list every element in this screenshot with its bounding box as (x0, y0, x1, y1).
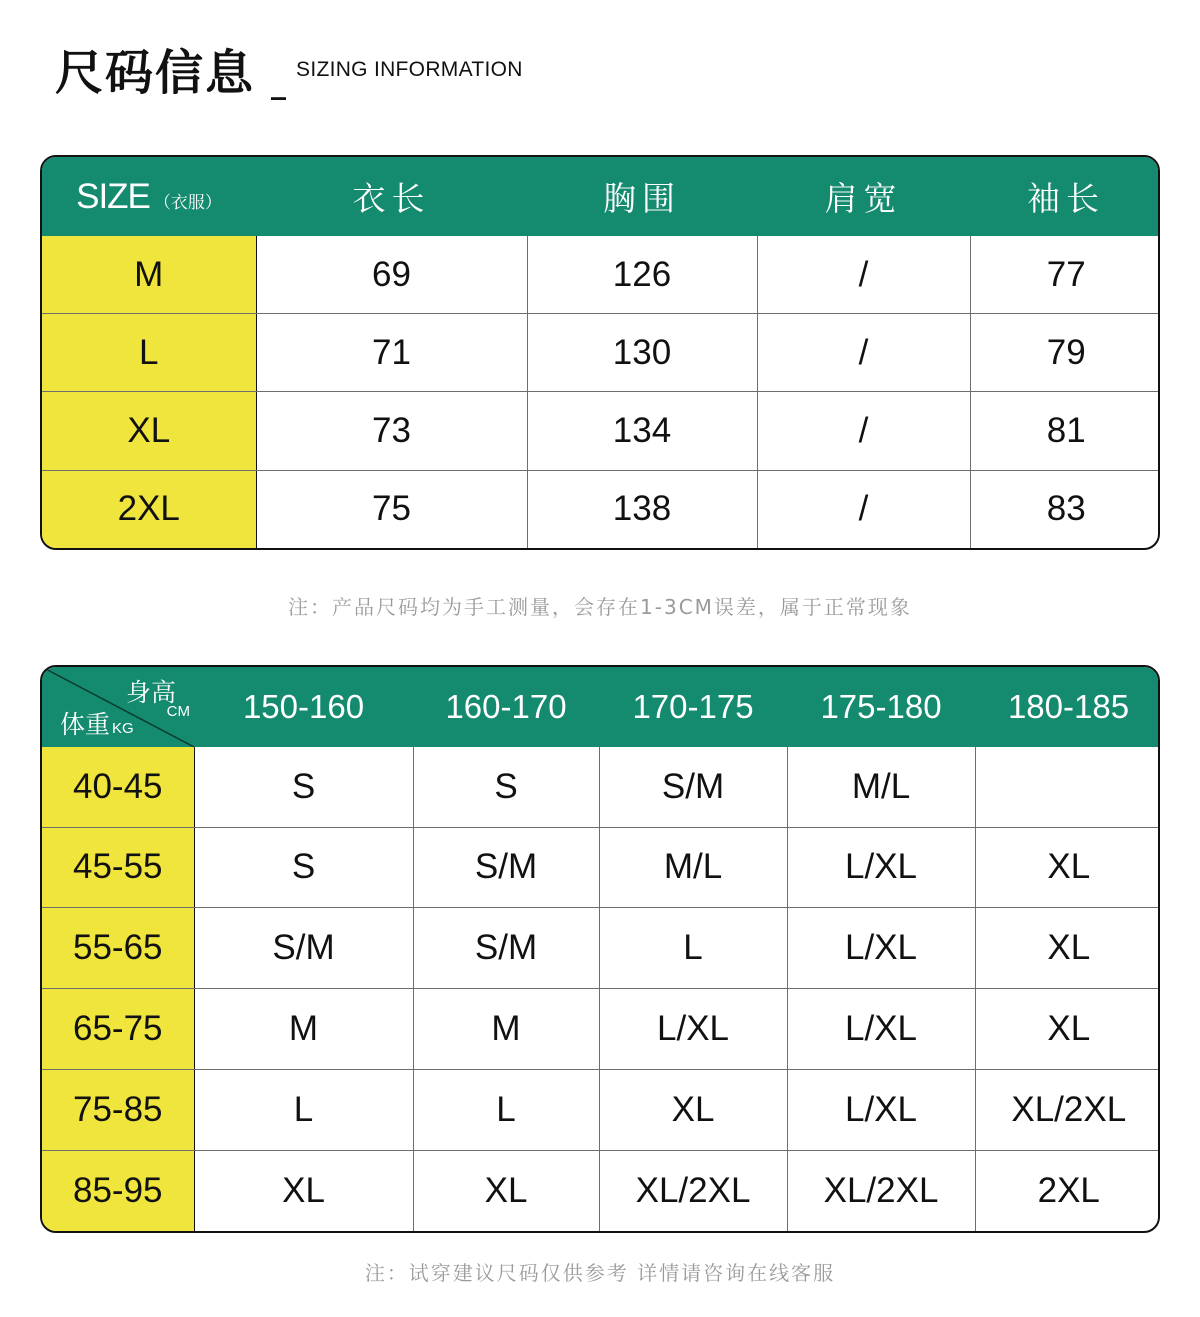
size-cell: L (42, 314, 256, 392)
garment-size-table (40, 155, 1160, 550)
table-row (42, 908, 1160, 989)
size-cell: XL (975, 827, 1160, 908)
value-cell: 69 (256, 236, 527, 314)
size-cell: S/M (194, 908, 413, 989)
size-cell: 2XL (1037, 1171, 1100, 1211)
size-cell: L (413, 1070, 599, 1151)
value-cell: 134 (527, 392, 757, 470)
size-cell: M (413, 989, 599, 1070)
value-cell: 79 (970, 314, 1160, 392)
height-label: 身高 (125, 678, 176, 707)
corner-header (42, 667, 194, 747)
size-cell: XL (194, 1151, 413, 1231)
size-cell: XL (599, 1070, 787, 1151)
size-cell: XL (975, 989, 1160, 1070)
size-cell (975, 747, 1160, 827)
size-header-sub: （衣服） (153, 192, 222, 213)
value-cell: 73 (256, 392, 527, 470)
size-cell: S/M (599, 747, 787, 827)
size-column-header (42, 157, 256, 236)
size-cell: S/M (413, 908, 599, 989)
value-cell: / (757, 392, 970, 470)
column-header-shoulder: 肩宽 (757, 157, 970, 236)
height-header: 170-175 (599, 667, 787, 747)
size-cell: XL/2XL (599, 1151, 787, 1231)
measurement-note: 注：产品尺码均为手工测量，会存在1-3CM误差，属于正常现象 (288, 595, 912, 619)
value-cell: 75 (256, 470, 527, 548)
height-header-row (42, 667, 1160, 747)
value-cell: / (757, 470, 970, 548)
column-header-chest: 胸围 (527, 157, 757, 236)
size-cell: XL (975, 908, 1160, 989)
page-title (55, 33, 523, 103)
value-cell: 126 (527, 236, 757, 314)
size-cell: S (413, 747, 599, 827)
weight-label (60, 705, 134, 741)
title-chinese: 尺码信息 (55, 45, 256, 101)
size-cell: L (194, 1070, 413, 1151)
height-unit: CM (166, 703, 190, 720)
size-cell: S/M (413, 827, 599, 908)
weight-cell: 40-45 (42, 747, 194, 827)
value-cell: / (757, 314, 970, 392)
weight-unit: KG (112, 720, 134, 737)
size-cell: L/XL (787, 989, 975, 1070)
size-cell: XL (413, 1151, 599, 1231)
size-cell: L/XL (599, 989, 787, 1070)
height-header: 175-180 (787, 667, 975, 747)
weight-cell: 55-65 (42, 908, 194, 989)
size-cell: M (194, 989, 413, 1070)
garment-header-row (42, 157, 1160, 236)
table-row (42, 1151, 1160, 1231)
size-cell: XL/2XL (975, 1070, 1160, 1151)
size-cell: 2XL (42, 470, 256, 548)
size-cell: XL (42, 392, 256, 470)
table-row (42, 470, 1160, 548)
value-cell: / (757, 236, 970, 314)
size-cell: S (194, 747, 413, 827)
size-cell: S (194, 827, 413, 908)
weight-cell: 65-75 (42, 989, 194, 1070)
size-cell: L/XL (787, 827, 975, 908)
table-row (42, 747, 1160, 827)
size-cell: M/L (599, 827, 787, 908)
size-header-label: SIZE (76, 176, 150, 216)
value-cell: 138 (527, 470, 757, 548)
value-cell: 130 (527, 314, 757, 392)
height-header: 160-170 (413, 667, 599, 747)
table-row (42, 1070, 1160, 1151)
value-cell: 77 (970, 236, 1160, 314)
height-header: 150-160 (194, 667, 413, 747)
table-row (42, 392, 1160, 470)
column-header-sleeve: 袖长 (970, 157, 1160, 236)
weight-cell: 75-85 (42, 1070, 194, 1151)
weight-cell: 45-55 (42, 827, 194, 908)
table-row (42, 314, 1160, 392)
table-row (42, 827, 1160, 908)
table-row (42, 989, 1160, 1070)
height-header: 180-185 (975, 667, 1160, 747)
size-cell: M (42, 236, 256, 314)
table-row (42, 236, 1160, 314)
weight-cell: 85-95 (42, 1151, 194, 1231)
title-separator: _ (271, 66, 287, 101)
recommendation-note: 注：试穿建议尺码仅供参考 详情请咨询在线客服 (364, 1261, 836, 1285)
size-cell: L/XL (787, 908, 975, 989)
size-cell: M/L (787, 747, 975, 827)
size-cell: L (599, 908, 787, 989)
size-cell: XL/2XL (787, 1151, 975, 1231)
title-english: SIZING INFORMATION (296, 58, 523, 81)
size-recommendation-table (40, 665, 1160, 1233)
weight-label-text: 体重 (60, 710, 111, 739)
column-header-length: 衣长 (256, 157, 527, 236)
value-cell: 81 (970, 392, 1160, 470)
value-cell: 83 (1046, 489, 1086, 529)
size-cell: L/XL (787, 1070, 975, 1151)
value-cell: 71 (256, 314, 527, 392)
